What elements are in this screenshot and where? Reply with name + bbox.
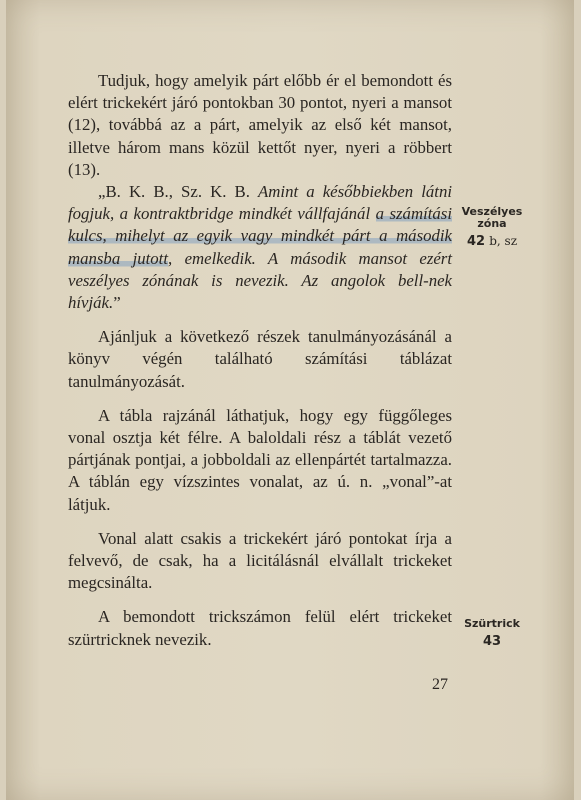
quote-italic-b: , emelkedik. A második mansot ezért veszélyes zónának is nevezik. Az angolok bell-nek hívják. <box>68 248 452 313</box>
margin-note-title: Veszélyes zóna <box>461 205 523 230</box>
paragraph-1: Tudjuk, hogy amelyik párt előbb ér el bemondott és elért trickekért járó pontokban 30 pontot, nyeri a mansot (12), továbbá az a párt, amelyik az első két mansot, illetve három mans közül kettőt nyer, nyeri a röbbert (13). <box>68 71 452 179</box>
quote-prefix: „B. K. B., Sz. K. B. <box>98 182 259 202</box>
quote-italic-a: Amint a későbbiekben látni fogjuk, a kontraktbridge mindkét vállfajánál <box>68 182 452 224</box>
paragraph-4: A tábla rajzánál láthatjuk, hogy egy függőleges vonal osztja két félre. A baloldali rész a táblát vezető pártjának pontjai, a jobboldali az ellenpártét tartalmazza. A táblán egy vízszintes vonalat, az ú. n. „vonal”-at látjuk. <box>68 405 452 514</box>
body-text <box>68 70 452 651</box>
margin-note-ref: 43 <box>482 634 502 649</box>
margin-note-szurtrick <box>454 618 530 649</box>
page-number: 27 <box>432 676 448 693</box>
book-page <box>6 0 574 800</box>
quote-highlighted: a számítási kulcs, mihelyt az egyik vagy mindkét párt a második mansba jutott <box>68 204 452 268</box>
margin-note-title: Szürtrick <box>464 617 520 630</box>
margin-note-veszelyes <box>454 206 530 249</box>
paragraph-3: Ajánljuk a következő részek tanulmányozásánál a könyv végén található számítási táblázat tanulmányozását. <box>68 327 452 391</box>
margin-note-ref: 42 b, sz <box>466 234 518 249</box>
paragraph-6: A bemondott trickszámon felül elért trickeket szürtricknek nevezik. <box>68 607 452 649</box>
paragraph-5: Vonal alatt csakis a trickekért járó pontokat írja a felvevő, de csak, ha a licitálásnál elvállalt trickeket megcsinálta. <box>68 528 452 593</box>
quote-close: ” <box>113 293 121 313</box>
paragraph-2-quote <box>68 181 452 314</box>
